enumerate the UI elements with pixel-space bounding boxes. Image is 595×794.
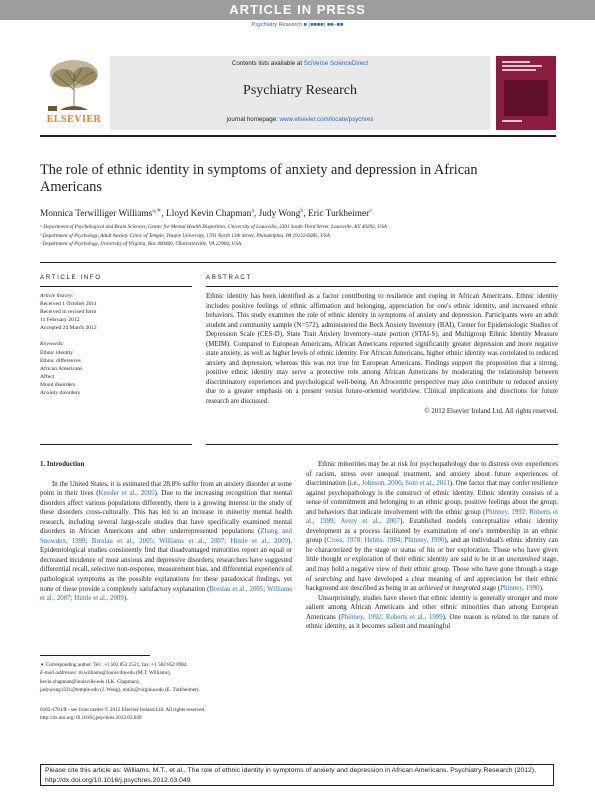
author-name: Lloyd Kevin Chapman <box>166 209 252 220</box>
section-divider <box>40 262 556 263</box>
body-column-left <box>40 460 292 604</box>
history-entry: Received 1 October 2011 <box>40 301 97 308</box>
author-list <box>40 207 556 219</box>
section-heading: 1. Introduction <box>40 461 85 468</box>
abstract <box>206 292 558 416</box>
keyword: Ethnic differences <box>40 357 81 364</box>
emphasis: achieved <box>418 585 443 593</box>
text-run: ). One factor that may confer resilience against psychopathology is the construct of ethnic identity. Ethnic identity consists of a sense of commitment and belonging to an ethnic group, positive feelings about the group, and behaviors that indicate involvement with the ethnic group ( <box>306 480 558 516</box>
affiliation-mark[interactable]: c <box>369 208 372 214</box>
affiliation-mark[interactable]: a,∗ <box>152 208 162 214</box>
contents-line <box>110 60 490 67</box>
homepage-prefix: journal homepage: <box>226 116 280 123</box>
history-entry: 11 February 2012 <box>40 317 80 324</box>
abstract-heading: ABSTRACT <box>206 274 252 281</box>
abstract-text: Ethnic identity has been identified as a factor contributing to resilience and coping in African Americans. Ethnic identity includes positive feelings of ethnic affirmation and belonging, appreciation for one's ethnic identity, and increased ethnic behaviors. This study examines the role of ethnic identity in symptoms of anxiety and depression. Participants were an adult student and community sample (N=572), administered the Beck Anxiety Inventory (BAI), Center for Epidemiologic Studies of Depression Scale (CES-D), State Trait Anxiety Inventory–state portion (STAI-S), and Multigroup Ethnic Identity Measure (MEIM). Compared to European Americans, African Americans reported significantly greater depression and more negative state anxiety, as well as higher levels of ethnic identity. For African Americans, higher ethnic identity was correlated to reduced anxiety and depression, whereas this was not true for European Americans. Findings support the proposition that a strong, positive ethnic identity may serve a protective role among African Americans by moderating the relationship between discriminatory experiences and psychological well-being. An Afrocentric perspective may also contribute to reduced anxiety due to a greater emphasis on a present versus future-oriented worldview. Clinical implications and directions for future research are discussed. <box>206 293 558 406</box>
cover-decoration <box>502 120 522 122</box>
journal-header <box>40 56 556 131</box>
article-info <box>40 292 190 397</box>
doi-link[interactable]: http://dx.doi.org/10.1016/j.psychres.2012.03.049 <box>40 715 142 722</box>
text-run: ), and an individual's ethnic identity can be characterized by the stage or status of his or her exploration. Those who have given little thought or exploration of their ethnic identity are said to be in an <box>306 537 559 564</box>
author-separator: , <box>303 209 309 220</box>
affiliation-mark[interactable]: a <box>251 208 254 214</box>
text-run: or <box>442 585 452 593</box>
homepage-line <box>110 116 490 123</box>
keyword: Anxiety disorders <box>40 390 80 397</box>
info-divider <box>40 286 192 287</box>
text-run: ). <box>539 585 544 593</box>
elsevier-tree-logo <box>40 56 108 130</box>
citation-link[interactable]: Phinney, 1990 <box>500 585 540 593</box>
emphasis: unexamined <box>506 556 540 564</box>
journal-homepage-link[interactable]: www.elsevier.com/locate/psychres <box>279 116 374 123</box>
copyright: © 2012 Elsevier Ireland Ltd. All rights reserved. <box>424 407 558 415</box>
cover-image <box>504 80 548 116</box>
keywords-label: Keywords: <box>40 341 65 348</box>
email-addresses[interactable]: m.williams@louisville.edu (M.T. Williams), <box>77 670 171 677</box>
text-run: ). Established models conceptualize ethnic identity development as a process facilitated by examination of one's membership in an ethnic group ( <box>306 518 558 545</box>
keyword: Mood disorders <box>40 381 76 388</box>
front-matter: 0165-1781/$ - see front matter © 2012 Elsevier Ireland Ltd. All rights reserved. <box>40 707 206 713</box>
citation-link[interactable]: Cross, 1978; Helms, 1984; Phinney, 1990 <box>326 537 445 545</box>
affiliation: ᶜ Department of Psychology, University of Virginia, Box 400400, Charlottesville, VA 22904, USA <box>40 241 242 248</box>
text-run: ). Due to the increasing recognition that mental disorders affect various populations differently, there is a growing interest in the study of these disorders cross-culturally. This has led to an increase in minority mental health research, including several large-scale studies that have specifically examined mental disorders in African Americans and other underrepresented populations ( <box>40 490 292 536</box>
tree-icon <box>40 56 108 114</box>
affiliation-mark[interactable]: b <box>300 208 304 214</box>
corresponding-author: ∗ Corresponding author. Tel.: +1 502 852 2521; fax: +1 502 852 8904. <box>40 662 188 668</box>
info-divider <box>40 444 192 445</box>
footnote-divider <box>40 655 150 656</box>
keyword: African Americans <box>40 365 83 372</box>
citation-link[interactable]: Phinney, 1992; Roberts et al., 1999; Avery et al., 2007 <box>306 508 558 526</box>
body-paragraph <box>306 594 558 632</box>
history-entry: Accepted 24 March 2012 <box>40 325 97 332</box>
citation-link[interactable]: Zhang and Snowden, 1999; Breslau et al., 2005; Williams et al., 2007; Himle et al., 2009 <box>40 528 293 545</box>
citation-link[interactable]: Kessler et al., 2005 <box>98 490 155 498</box>
header-divider <box>40 135 556 137</box>
footnotes <box>40 661 292 694</box>
text-run: ). One reason is related to the nature of ethnic identity, as it becomes salient and meaningful <box>306 613 558 631</box>
citation-link[interactable]: Breslau et al., 2005; Williams et al., 2007; Himle et al., 2009 <box>40 585 292 603</box>
email-label: E-mail addresses: <box>40 670 78 677</box>
author-name: Judy Wong <box>258 209 301 220</box>
text-run: In the United States, it is estimated that 28.8% suffer from an anxiety disorder at some point in their lives ( <box>40 480 292 498</box>
citation-link[interactable]: Phinney, 1992; Roberts et al., 1999 <box>340 613 443 621</box>
cover-decoration <box>502 65 542 67</box>
citation-box: Please cite this article as: Williams, M.T., et al., The role of ethnic identity in symptoms of anxiety and depression in African Americans. Psychiatry Research (2012), http://dx.doi.org/10.1016/j.psychres.2012.03.049 <box>40 764 554 786</box>
author-name: Eric Turkheimer <box>308 209 370 220</box>
cover-decoration <box>502 69 536 71</box>
text-run: stage, and may hold a negative view of their ethnic group. Those who have gone through a stage of <box>306 556 559 583</box>
abstract-divider <box>206 444 558 445</box>
cover-decoration <box>502 61 530 63</box>
publisher-name: ELSEVIER <box>46 114 102 125</box>
keyword: Affect <box>40 373 55 380</box>
text-run: and have developed a clear meaning of and appreciation for their ethnic background are described as being in an <box>306 575 558 593</box>
article-info-heading: ARTICLE INFO <box>40 274 102 281</box>
email-addresses[interactable]: judywong1221@temple.edu (J. Wong), ent3c@virginia.edu (E. Turkheimer). <box>40 686 200 693</box>
contents-prefix: Contents lists available at <box>231 60 304 67</box>
text-run: Ethnic minorities may be at risk for psychopathology due to distress over experiences of racism, stress over unequal treatment, and anxiety about future experiences of discrimination (i.e., <box>306 461 558 488</box>
citation-link[interactable]: Johnson, 2006; Soto et al., 2011 <box>361 480 450 488</box>
text-run: Unsurprisingly, studies have shown that ethnic identity is generally stronger and more salient among African Americans and other ethnic minorities than among European Americans ( <box>306 594 558 621</box>
text-run: ). Epidemiological studies consistently find that disadvantaged minorities report an equal or decreased incidence of most anxious and depressive disorders; researchers have suggested differential recall, selective non-response, measurement bias, and differential experience of pathological symptoms as the possible explanations for these paradoxical findings, yet none of these provide a completely satisfactory explanation ( <box>40 537 292 593</box>
abstract-divider <box>206 286 558 287</box>
history-entry: Received in revised form <box>40 309 97 316</box>
affiliation: ᵇ Department of Psychology, Adult Anxiety Clinic of Temple, Temple University, 1701 North 13th Street, Philadelphia, PA 19122-6085, USA <box>40 232 330 239</box>
body-paragraph <box>40 480 292 604</box>
author-separator: , <box>161 209 167 220</box>
journal-masthead <box>110 56 490 130</box>
sciencedirect-link[interactable]: SciVerse ScienceDirect <box>303 60 369 67</box>
emphasis: integrated <box>452 585 481 593</box>
article-title: The role of ethnic identity in symptoms of anxiety and depression in African Americans <box>40 162 478 195</box>
author-separator: , <box>254 209 259 220</box>
spacer <box>40 332 190 340</box>
body-paragraph <box>306 460 558 594</box>
affiliation: ᵃ Department of Psychological and Brain Sciences, Center for Mental Health Disparities, University of Louisville, 2301 South Third Street, Louisville, KY 40292, USA <box>40 224 387 230</box>
journal-reference[interactable]: Psychiatry Research ■ (■■■■) ■■–■■ <box>251 22 344 28</box>
text-run: stage ( <box>480 585 501 593</box>
journal-name: Psychiatry Research <box>243 83 357 98</box>
affiliation-list <box>40 223 556 249</box>
history-label: Article history: <box>40 293 75 299</box>
author-name: Monnica Terwilliger Williams <box>40 209 153 220</box>
journal-cover-thumbnail <box>496 56 556 130</box>
email-line <box>40 669 292 677</box>
issn-block <box>40 706 292 723</box>
keyword: Ethnic identity <box>40 349 74 356</box>
email-addresses[interactable]: kevin.chapman@louisville.edu (LK. Chapman), <box>40 678 140 685</box>
emphasis: searching <box>314 575 342 583</box>
text-run: ). <box>123 595 128 603</box>
body-column-right <box>306 460 558 632</box>
article-in-press-banner: ARTICLE IN PRESS <box>0 0 595 20</box>
